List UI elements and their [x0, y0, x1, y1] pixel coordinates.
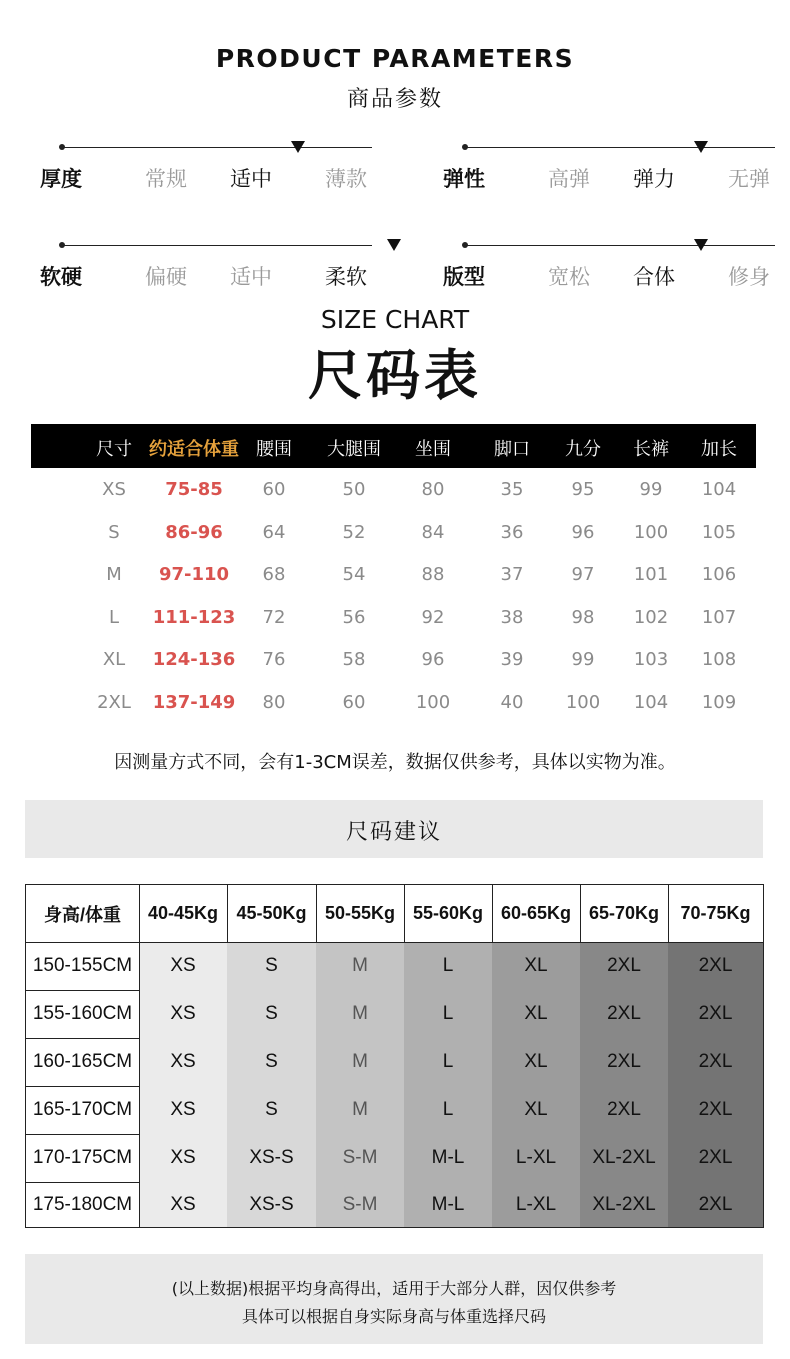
size-chart-cell: 56	[342, 606, 366, 628]
height-row-label: 150-155CM	[32, 955, 133, 976]
size-chart-cell: 60	[262, 479, 286, 500]
recommended-size-cell: S	[265, 1099, 278, 1120]
grid-divider	[668, 885, 669, 942]
size-chart-cell: 124-136	[152, 649, 236, 670]
recommended-size-cell: M	[352, 955, 368, 976]
size-chart-cell: 105	[701, 521, 737, 543]
recommended-size-cell: M-L	[431, 1147, 465, 1168]
grid-divider	[580, 885, 581, 942]
size-chart-cell: XS	[102, 479, 126, 500]
weight-header-cell: 50-55Kg	[324, 903, 396, 923]
size-chart-cell: 97-110	[158, 564, 230, 585]
parameter-label: 厚度	[40, 167, 82, 191]
parameter-option: 无弹	[728, 167, 770, 191]
recommended-size-cell: XS	[170, 1051, 196, 1072]
size-recommendation-table	[25, 884, 764, 1228]
size-chart-cell: 104	[633, 691, 669, 713]
size-chart-header-cell: 尺寸	[96, 439, 132, 460]
size-chart-header-cell: 加长	[701, 439, 737, 460]
size-chart-row	[31, 682, 756, 724]
parameter-scale-line	[62, 147, 372, 148]
weight-header-cell: 55-60Kg	[412, 903, 484, 923]
recommended-size-cell: 2XL	[698, 1147, 733, 1168]
recommended-size-cell: XS	[170, 1147, 196, 1168]
parameter-label: 软硬	[40, 265, 82, 289]
recommended-size-cell: S-M	[342, 1193, 378, 1215]
size-chart-cell: L	[108, 606, 120, 628]
size-chart-cell: 39	[500, 649, 524, 670]
parameter-option: 偏硬	[145, 265, 187, 289]
height-row-label: 170-175CM	[32, 1147, 133, 1168]
size-chart-cell: 60	[342, 691, 366, 713]
grid-divider	[26, 942, 763, 943]
parameter-option: 合体	[633, 265, 675, 289]
recommended-size-cell: L-XL	[515, 1193, 557, 1215]
size-chart-cell: 99	[571, 649, 595, 670]
size-chart-header-cell: 坐围	[415, 439, 451, 460]
selected-marker-icon	[694, 239, 708, 251]
size-chart-header-cell: 大腿围	[327, 439, 381, 460]
weight-header-cell: 45-50Kg	[236, 903, 307, 923]
recommended-size-cell: XS-S	[249, 1147, 294, 1168]
recommended-size-cell: XL	[524, 1099, 548, 1120]
size-chart-cell: 104	[701, 479, 737, 500]
recommended-size-cell: L	[442, 1051, 454, 1072]
size-chart-cell: 111-123	[152, 606, 236, 628]
size-chart-cell: 38	[500, 606, 524, 628]
size-chart-cell: 88	[421, 564, 445, 585]
parameter-scale-dot	[462, 144, 468, 150]
size-chart-cell: 99	[639, 479, 663, 500]
size-chart-cell: 64	[262, 521, 286, 543]
size-chart-cell: 2XL	[97, 691, 131, 713]
recommended-size-cell: M-L	[431, 1193, 465, 1215]
footer-note-line-1: (以上数据)根据平均身高得出，适用于大部分人群，因仅供参考	[171, 1279, 617, 1298]
size-chart-row	[31, 512, 756, 554]
size-chart-header-cell: 腰围	[256, 439, 292, 460]
recommendation-title: 尺码建议	[345, 820, 442, 845]
recommended-size-cell: XS	[170, 955, 196, 976]
recommended-size-cell: S	[265, 955, 278, 976]
size-chart-cell: 100	[633, 521, 669, 543]
size-chart-cell: 96	[421, 649, 445, 670]
weight-header-cell: 40-45Kg	[147, 903, 219, 923]
grid-divider	[404, 885, 405, 942]
page-title-cn: 商品参数	[346, 87, 443, 112]
parameter-option: 常规	[145, 167, 187, 191]
size-chart-cell: 103	[633, 649, 669, 670]
recommended-size-cell: S	[265, 1003, 278, 1024]
recommended-size-cell: L	[442, 1003, 454, 1024]
height-weight-corner-label: 身高/体重	[43, 904, 121, 925]
recommended-size-cell: L	[442, 1099, 454, 1120]
size-chart-cell: 102	[633, 606, 669, 628]
recommended-size-cell: XS	[170, 1003, 196, 1024]
size-chart-cell: 84	[421, 521, 445, 543]
selected-marker-icon	[387, 239, 401, 251]
size-chart-cell: M	[106, 564, 122, 585]
parameter-scale-line	[62, 245, 372, 246]
recommended-size-cell: XL	[524, 1003, 548, 1024]
size-chart-cell: 40	[500, 691, 524, 713]
parameter-option: 柔软	[325, 265, 367, 289]
grid-divider	[26, 1134, 139, 1135]
size-chart-cell: 35	[500, 479, 524, 500]
size-chart-cell: 50	[342, 479, 366, 500]
size-chart-cell: XL	[102, 649, 126, 670]
parameter-2	[40, 245, 375, 305]
grid-divider	[139, 885, 140, 1227]
recommended-size-cell: XL	[524, 955, 548, 976]
size-chart-title-en: SIZE CHART	[320, 305, 470, 334]
measurement-note: 因测量方式不同，会有1-3CM误差，数据仅供参考，具体以实物为准。	[114, 752, 676, 773]
grid-divider	[227, 885, 228, 942]
size-chart-cell: 109	[701, 691, 737, 713]
recommended-size-cell: 2XL	[698, 1193, 733, 1215]
parameter-label: 版型	[443, 265, 485, 289]
size-chart-cell: 76	[262, 649, 286, 670]
recommended-size-cell: XS-S	[249, 1193, 294, 1215]
recommended-size-cell: 2XL	[698, 1003, 733, 1024]
parameter-scale-line	[465, 245, 775, 246]
parameter-3	[443, 245, 778, 305]
grid-divider	[492, 885, 493, 942]
size-chart-cell: 96	[571, 521, 595, 543]
recommended-size-cell: 2XL	[607, 1051, 641, 1072]
size-chart-cell: 80	[262, 691, 286, 713]
recommended-size-cell: 2XL	[698, 1051, 733, 1072]
grid-divider	[316, 885, 317, 942]
size-chart-header	[31, 424, 756, 468]
size-chart-cell: S	[108, 521, 120, 543]
parameter-option: 薄款	[325, 167, 367, 191]
size-chart-cell: 101	[633, 564, 669, 585]
size-chart-cell: 68	[262, 564, 286, 585]
size-chart-cell: 72	[262, 606, 286, 628]
weight-header-cell: 70-75Kg	[680, 903, 751, 923]
grid-divider	[26, 1086, 139, 1087]
size-chart-cell: 58	[342, 649, 366, 670]
size-chart-cell: 80	[421, 479, 445, 500]
parameter-option: 宽松	[548, 265, 590, 289]
selected-marker-icon	[291, 141, 305, 153]
recommended-size-cell: XL-2XL	[592, 1193, 656, 1215]
parameter-option: 适中	[230, 167, 272, 191]
size-chart-row	[31, 597, 756, 639]
height-row-label: 165-170CM	[32, 1099, 133, 1120]
size-chart-cell: 92	[421, 606, 445, 628]
recommended-size-cell: XL-2XL	[592, 1147, 656, 1168]
size-chart-cell: 54	[342, 564, 366, 585]
recommended-size-cell: M	[352, 1003, 368, 1024]
size-chart-title-cn: 尺码表	[308, 344, 482, 407]
parameter-0	[40, 147, 375, 207]
recommendation-title-bar	[25, 800, 763, 858]
size-chart-header-cell: 长裤	[633, 439, 669, 460]
size-chart-cell: 107	[701, 606, 737, 628]
size-chart-cell: 52	[342, 521, 366, 543]
grid-divider	[26, 1182, 139, 1183]
grid-divider	[26, 990, 139, 991]
parameter-option: 适中	[230, 265, 272, 289]
recommended-size-cell: L-XL	[515, 1147, 557, 1168]
recommended-size-cell: 2XL	[607, 955, 641, 976]
size-chart-header-cell: 九分	[565, 439, 601, 460]
recommended-size-cell: 2XL	[607, 1099, 641, 1120]
size-chart-cell: 97	[571, 564, 595, 585]
weight-header-cell: 65-70Kg	[588, 903, 660, 923]
height-row-label: 160-165CM	[32, 1051, 133, 1072]
size-chart-header-cell: 约适合体重	[149, 439, 239, 460]
recommended-size-cell: 2XL	[607, 1003, 641, 1024]
recommended-size-cell: 2XL	[698, 1099, 733, 1120]
parameter-label: 弹性	[443, 167, 485, 191]
size-chart-cell: 100	[565, 691, 601, 713]
height-row-label: 155-160CM	[32, 1003, 133, 1024]
recommended-size-cell: L	[442, 955, 454, 976]
footer-note-line-2: 具体可以根据自身实际身高与体重选择尺码	[241, 1307, 546, 1326]
size-chart-cell: 108	[701, 649, 737, 670]
size-chart-row	[31, 554, 756, 596]
parameter-option: 高弹	[548, 167, 590, 191]
size-chart-cell: 100	[415, 691, 451, 713]
height-row-label: 175-180CM	[32, 1193, 133, 1215]
weight-header-cell: 60-65Kg	[500, 903, 572, 923]
recommended-size-cell: XL	[524, 1051, 548, 1072]
size-chart-cell: 75-85	[165, 479, 223, 500]
size-chart-row	[31, 469, 756, 511]
recommended-size-cell: S	[265, 1051, 278, 1072]
footer-note-box	[25, 1254, 763, 1344]
recommended-size-cell: S-M	[342, 1147, 378, 1168]
parameter-scale-dot	[59, 144, 65, 150]
size-chart-cell: 106	[701, 564, 737, 585]
page-title-en: PRODUCT PARAMETERS	[215, 44, 575, 73]
size-chart-cell: 137-149	[152, 691, 236, 713]
parameter-option: 弹力	[633, 167, 675, 191]
size-chart-row	[31, 639, 756, 681]
size-chart-header-cell: 脚口	[494, 439, 530, 460]
parameter-option: 修身	[728, 265, 770, 289]
parameter-scale-line	[465, 147, 775, 148]
size-chart-cell: 37	[500, 564, 524, 585]
size-chart-cell: 98	[571, 606, 595, 628]
recommended-size-cell: 2XL	[698, 955, 733, 976]
parameter-scale-dot	[462, 242, 468, 248]
recommended-size-cell: M	[352, 1099, 368, 1120]
parameter-scale-dot	[59, 242, 65, 248]
parameter-1	[443, 147, 778, 207]
size-chart-cell: 95	[571, 479, 595, 500]
recommended-size-cell: XS	[170, 1099, 196, 1120]
recommended-size-cell: XS	[170, 1193, 196, 1215]
size-chart-cell: 36	[500, 521, 524, 543]
grid-divider	[26, 1038, 139, 1039]
size-chart-cell: 86-96	[165, 521, 223, 543]
selected-marker-icon	[694, 141, 708, 153]
recommended-size-cell: M	[352, 1051, 368, 1072]
